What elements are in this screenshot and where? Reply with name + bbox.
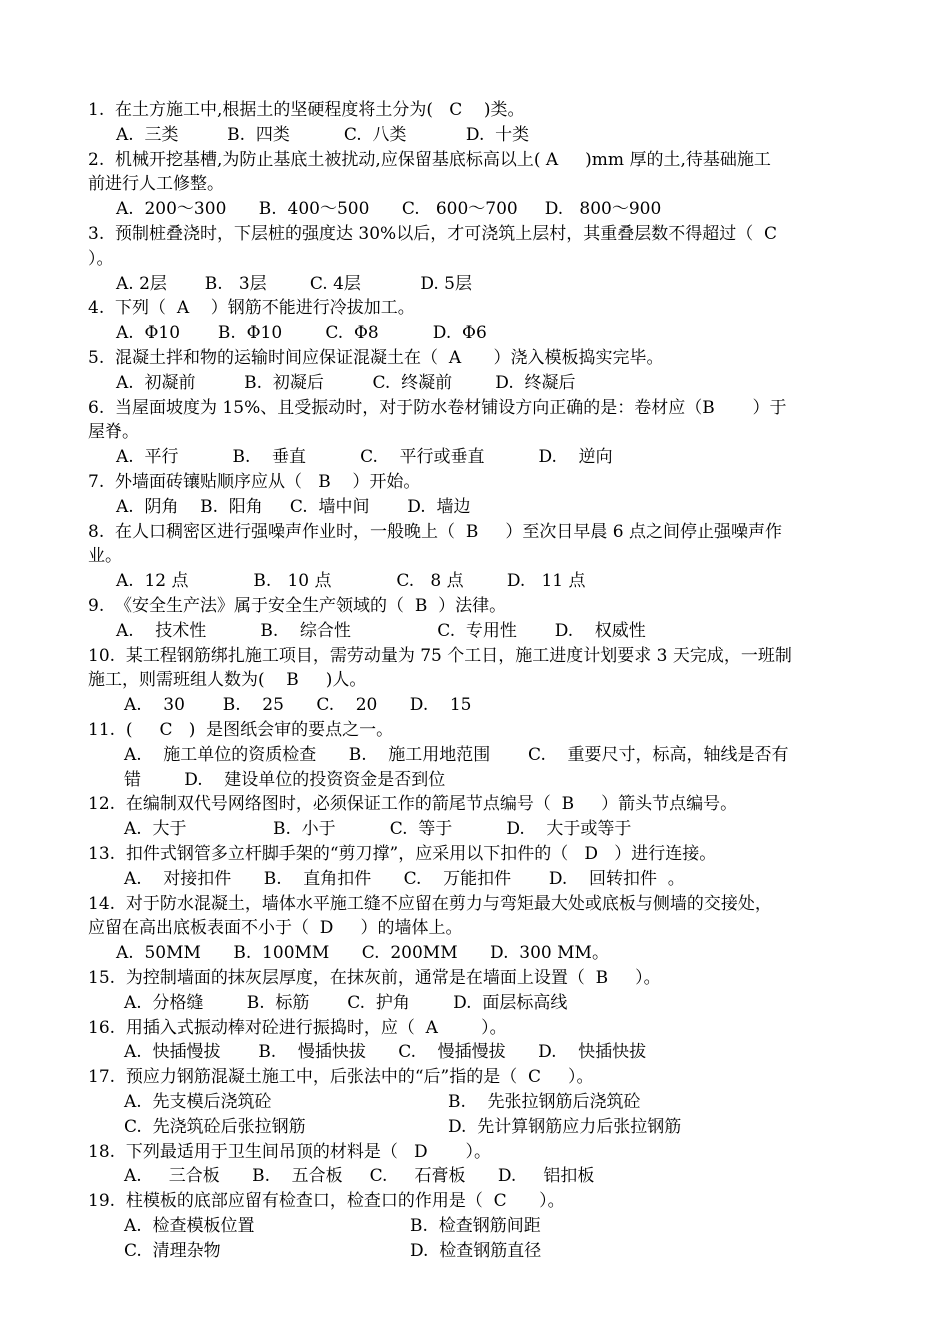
answer-options: A. 快插慢拔 B. 慢插快拔 C. 慢插慢拔 D. 快插快拔 bbox=[124, 1042, 647, 1063]
answer-options: A. 50MM B. 100MM C. 200MM D. 300 MM。 bbox=[116, 943, 609, 964]
answer-options: 错 D. 建设单位的投资资金是否到位 bbox=[124, 769, 446, 790]
question-line: 12. 在编制双代号网络图时，必须保证工作的箭尾节点编号（ B ）箭头节点编号。 bbox=[88, 794, 738, 815]
answer-options: A. 对接扣件 B. 直角扣件 C. 万能扣件 D. 回转扣件 。 bbox=[124, 868, 685, 889]
answer-options: A. 施工单位的资质检查 B. 施工用地范围 C. 重要尺寸，标高，轴线是否有 bbox=[124, 744, 789, 765]
answer-options: A. 平行 B. 垂直 C. 平行或垂直 D. 逆向 bbox=[116, 447, 613, 468]
question-line: 3. 预制桩叠浇时，下层桩的强度达 30%以后，才可浇筑上层村，其重叠层数不得超过（ C bbox=[88, 224, 778, 244]
question-line: 1. 在土方施工中,根据土的坚硬程度将土分为( C )类。 bbox=[88, 100, 525, 120]
answer-options: A. 初凝前 B. 初凝后 C. 终凝前 D. 终凝后 bbox=[116, 372, 576, 393]
question-line: 2. 机械开挖基槽,为防止基底土被扰动,应保留基底标高以上( A )mm 厚的土,待基础施工 bbox=[88, 149, 771, 170]
answer-option: B. 检查钢筋间距 bbox=[410, 1216, 541, 1236]
answer-options: C. 先浇筑砼后张拉钢筋 bbox=[124, 1116, 306, 1137]
answer-options: A. 分格缝 B. 标筋 C. 护角 D. 面层标高线 bbox=[124, 992, 568, 1013]
answer-options: A. 先支模后浇筑砼 bbox=[124, 1092, 272, 1112]
answer-options: C. 清理杂物 bbox=[124, 1240, 221, 1261]
question-line: 14. 对于防水混凝土，墙体水平施工缝不应留在剪力与弯矩最大处或底板与侧墙的交接处， bbox=[88, 893, 772, 914]
question-continuation: ）。 bbox=[88, 248, 114, 269]
question-line: 9. 《安全生产法》属于安全生产领域的（ B ）法律。 bbox=[88, 596, 507, 616]
question-line: 13. 扣件式钢管多立杆脚手架的“剪刀撑”，应采用以下扣件的（ D ）进行连接。 bbox=[88, 844, 717, 864]
answer-options: A. Φ10 B. Φ10 C. Φ8 D. Φ6 bbox=[116, 323, 487, 344]
question-line: 4. 下列（ A ）钢筋不能进行冷拔加工。 bbox=[88, 298, 415, 319]
answer-options: A. 2层 B. 3层 C. 4层 D. 5层 bbox=[116, 273, 472, 294]
question-line: 17. 预应力钢筋混凝土施工中，后张法中的“后”指的是（ C ）。 bbox=[88, 1067, 594, 1088]
question-line: 18. 下列最适用于卫生间吊顶的材料是（ D ）。 bbox=[88, 1141, 492, 1162]
answer-options: A. 检查模板位置 bbox=[124, 1216, 255, 1236]
question-line: 19. 柱模板的底部应留有检查口，检查口的作用是（ C ）。 bbox=[88, 1191, 565, 1212]
answer-option: B. 先张拉钢筋后浇筑砼 bbox=[448, 1092, 641, 1112]
question-line: 7. 外墙面砖镶贴顺序应从（ B ）开始。 bbox=[88, 472, 421, 492]
question-line: 6. 当屋面坡度为 15%、且受振动时，对于防水卷材铺设方向正确的是：卷材应（B ）于 bbox=[88, 397, 787, 418]
question-continuation: 业。 bbox=[88, 546, 122, 567]
question-line: 5. 混凝土拌和物的运输时间应保证混凝土在（ A ）浇入模板捣实完毕。 bbox=[88, 348, 664, 368]
question-line: 11. ( C ) 是图纸会审的要点之一。 bbox=[88, 720, 394, 740]
answer-options: A. 200～300 B. 400～500 C. 600～700 D. 800～900 bbox=[116, 199, 662, 220]
question-continuation: 屋脊。 bbox=[88, 422, 139, 443]
question-line: 16. 用插入式振动棒对砼进行振捣时，应（ A ）。 bbox=[88, 1017, 507, 1038]
question-line: 10. 某工程钢筋绑扎施工项目，需劳动量为 75 个工日，施工进度计划要求 3 天完成，一班制 bbox=[88, 645, 792, 666]
answer-option: D. 检查钢筋直径 bbox=[410, 1240, 542, 1261]
question-line: 8. 在人口稠密区进行强噪声作业时，一般晚上（ B ）至次日早晨 6 点之间停止强噪声作 bbox=[88, 521, 782, 542]
question-continuation: 应留在高出底板表面不小于（ D ）的墙体上。 bbox=[88, 918, 463, 939]
answer-options: A. 阴角 B. 阳角 C. 墙中间 D. 墙边 bbox=[116, 496, 471, 517]
answer-options: A. 三合板 B. 五合板 C. 石膏板 D. 铝扣板 bbox=[124, 1166, 595, 1187]
question-line: 15. 为控制墙面的抹灰层厚度，在抹灰前，通常是在墙面上设置（ B ）。 bbox=[88, 968, 661, 988]
answer-options: A. 三类 B. 四类 C. 八类 D. 十类 bbox=[116, 124, 530, 145]
answer-option: D. 先计算钢筋应力后张拉钢筋 bbox=[448, 1116, 682, 1137]
question-continuation: 施工，则需班组人数为( B )人。 bbox=[88, 670, 367, 691]
answer-options: A. 30 B. 25 C. 20 D. 15 bbox=[124, 695, 472, 716]
question-continuation: 前进行人工修整。 bbox=[88, 174, 224, 195]
answer-options: A. 技术性 B. 综合性 C. 专用性 D. 权威性 bbox=[116, 620, 646, 641]
answer-options: A. 大于 B. 小于 C. 等于 D. 大于或等于 bbox=[124, 819, 632, 840]
answer-options: A. 12 点 B. 10 点 C. 8 点 D. 11 点 bbox=[116, 571, 586, 592]
